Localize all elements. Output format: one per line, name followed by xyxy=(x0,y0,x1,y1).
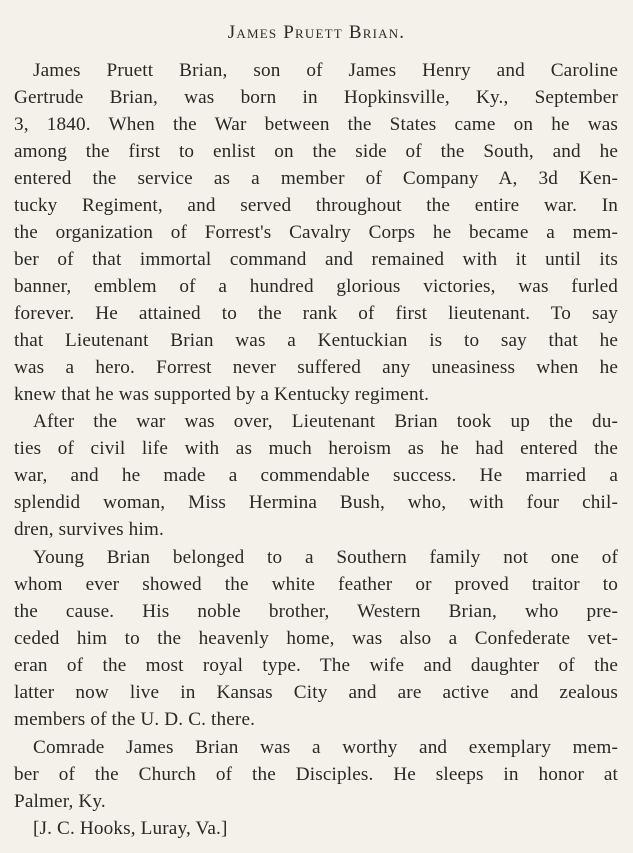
text-line: members of the U. D. C. there. xyxy=(14,709,256,730)
text-line: tucky Regiment, and served throughout the entire war. In xyxy=(14,195,618,216)
text-line: After the war was over, Lieutenant Brian took up the du- xyxy=(33,411,618,432)
text-line: Comrade James Brian was a worthy and exemplary mem- xyxy=(33,737,618,758)
text-line: among the first to enlist on the side of the South, and he xyxy=(14,141,618,162)
text-line: Young Brian belonged to a Southern family not one of xyxy=(33,547,618,568)
text-line: was a hero. Forrest never suffered any uneasiness when he xyxy=(14,357,618,378)
text-line: banner, emblem of a hundred glorious victories, was furled xyxy=(14,276,618,297)
text-line: Palmer, Ky. xyxy=(14,791,106,812)
text-line: James Pruett Brian, son of James Henry and Caroline xyxy=(33,60,618,81)
text-line: forever. He attained to the rank of first lieutenant. To say xyxy=(14,303,618,324)
text-line: knew that he was supported by a Kentucky regiment. xyxy=(14,384,430,405)
text-line: dren, survives him. xyxy=(14,519,164,540)
text-line: latter now live in Kansas City and are active and zealous xyxy=(14,682,618,703)
page-title: James Pruett Brian. xyxy=(227,22,406,43)
text-line: that Lieutenant Brian was a Kentuckian is to say that he xyxy=(14,330,618,351)
text-line: splendid woman, Miss Hermina Bush, who, with four chil- xyxy=(14,492,618,513)
text-line: the organization of Forrest's Cavalry Corps he became a mem- xyxy=(14,222,618,243)
text-line: entered the service as a member of Company A, 3d Ken- xyxy=(14,168,618,189)
text-line: ber of the Church of the Disciples. He sleeps in honor at xyxy=(14,764,618,785)
attribution: [J. C. Hooks, Luray, Va.] xyxy=(33,818,228,839)
text-line: eran of the most royal type. The wife and daughter of the xyxy=(14,655,618,676)
text-line: 3, 1840. When the War between the States came on he was xyxy=(14,114,618,135)
text-line: ceded him to the heavenly home, was also a Confederate vet- xyxy=(14,628,618,649)
text-line: Gertrude Brian, was born in Hopkinsville, Ky., September xyxy=(14,87,618,108)
text-line: ber of that immortal command and remained with it until its xyxy=(14,249,618,270)
text-line: war, and he made a commendable success. He married a xyxy=(14,465,618,486)
text-line: whom ever showed the white feather or proved traitor to xyxy=(14,574,618,595)
text-line: ties of civil life with as much heroism as he had entered the xyxy=(14,438,618,459)
text-line: the cause. His noble brother, Western Brian, who pre- xyxy=(14,601,618,622)
